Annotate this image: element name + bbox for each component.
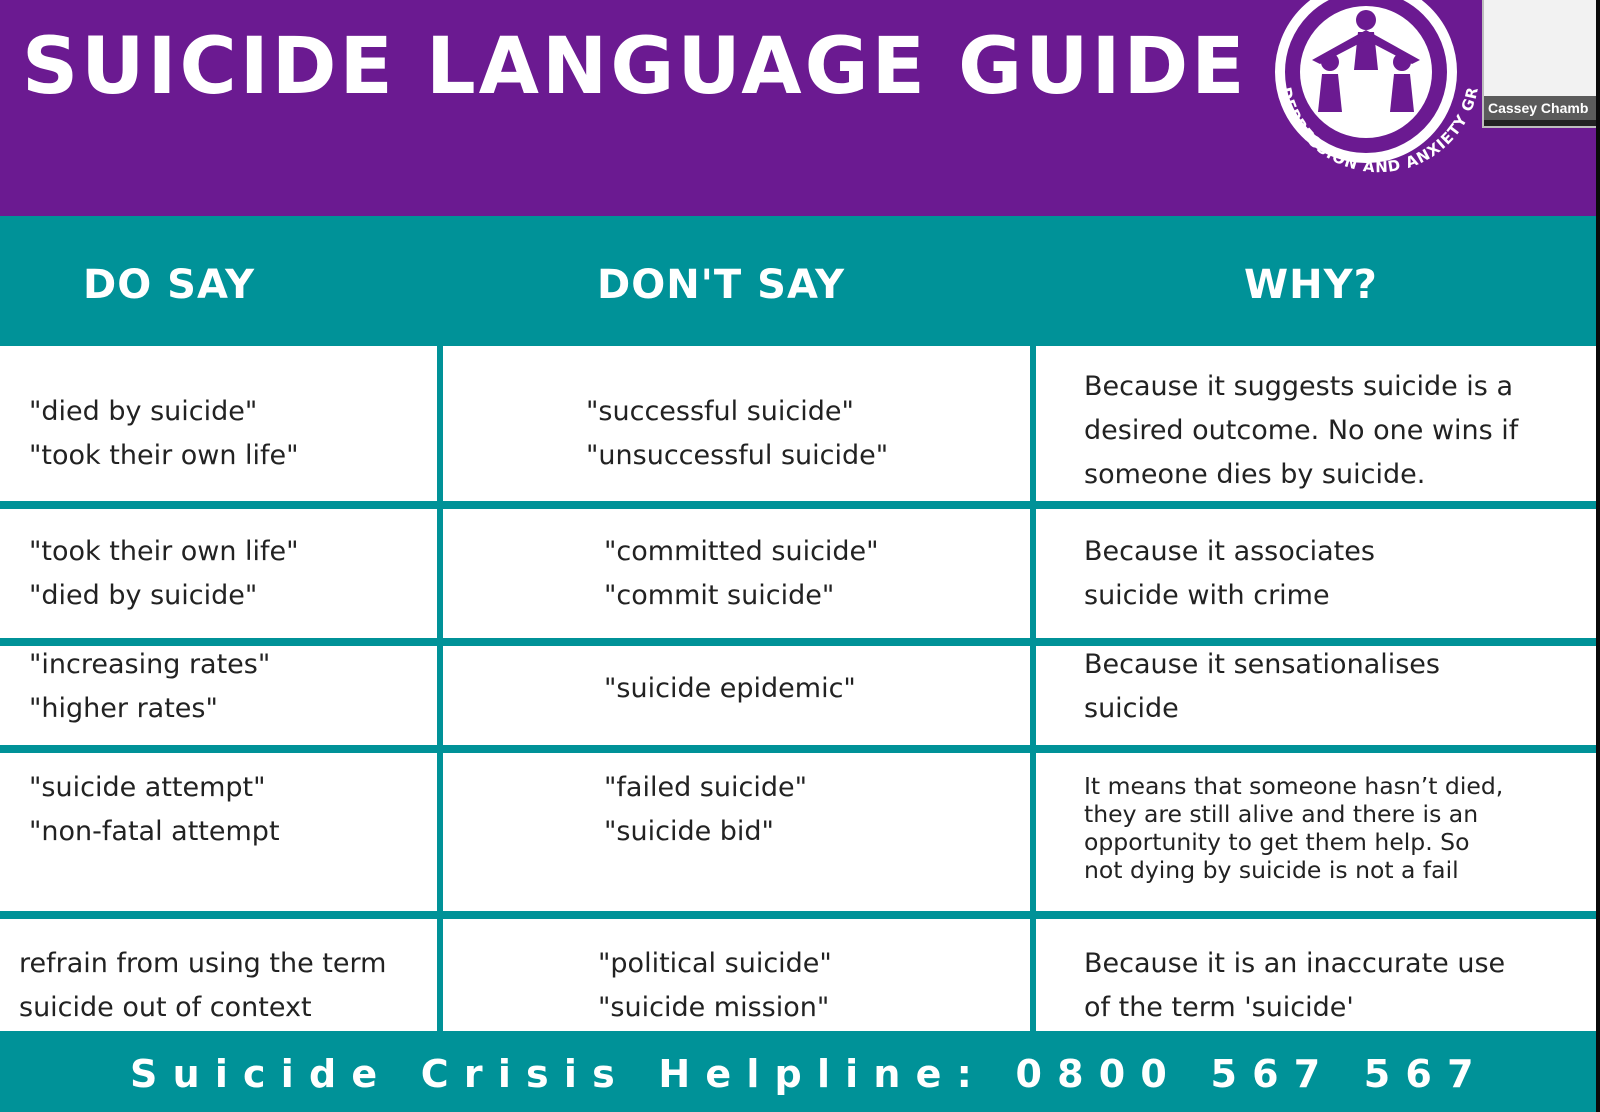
participant-video-tile[interactable] [1482,0,1600,128]
logo-text: DEPRESSION AND ANXIETY GR [1276,84,1482,177]
column-header-do-say: DO SAY [83,262,256,308]
table-cell-why: Because it associates suicide with crime [1084,536,1375,611]
table-cell-why: Because it sensationalises suicide [1084,649,1440,724]
row-divider [0,911,1600,919]
column-divider [437,346,443,1031]
table-cell-why: It means that someone hasn’t died, they are still alive and there is an opportunity to get them help. So not dying by suicide is not a fail [1084,772,1504,884]
video-tile-bar [1484,120,1600,126]
table-cell-do-say: "died by suicide" "took their own life" [29,396,299,471]
table-cell-do-say: "took their own life" "died by suicide" [29,536,299,611]
table-cell-do-say: "suicide attempt" "non-fatal attempt [29,772,280,847]
slide-title: SUICIDE LANGUAGE GUIDE [22,22,1248,112]
table-cell-why: Because it suggests suicide is a desired outcome. No one wins if someone dies by suicide. [1084,371,1519,490]
table-cell-why: Because it is an inaccurate use of the term 'suicide' [1084,948,1506,1023]
table-cell-dont-say: "suicide epidemic" [604,673,856,704]
table-cell-dont-say: "political suicide" "suicide mission" [598,948,832,1023]
column-header-dont-say: DON'T SAY [597,262,846,308]
participant-name-label: Cassey Chamb [1484,96,1600,120]
table-cell-do-say: "increasing rates" "higher rates" [29,649,271,724]
table-cell-dont-say: "successful suicide" "unsuccessful suicide" [586,396,889,471]
helpline-text: Suicide Crisis Helpline: 0800 567 567 [130,1052,1489,1096]
table-cell-dont-say: "committed suicide" "commit suicide" [604,536,879,611]
screen-edge [1596,0,1600,1112]
table-cell-do-say: refrain from using the term suicide out of context [19,948,387,1023]
row-divider [0,745,1600,753]
table-cell-dont-say: "failed suicide" "suicide bid" [604,772,808,847]
column-divider [1030,346,1036,1031]
row-divider [0,501,1600,509]
column-header-why: WHY? [1244,262,1378,308]
organization-logo [1262,0,1502,200]
